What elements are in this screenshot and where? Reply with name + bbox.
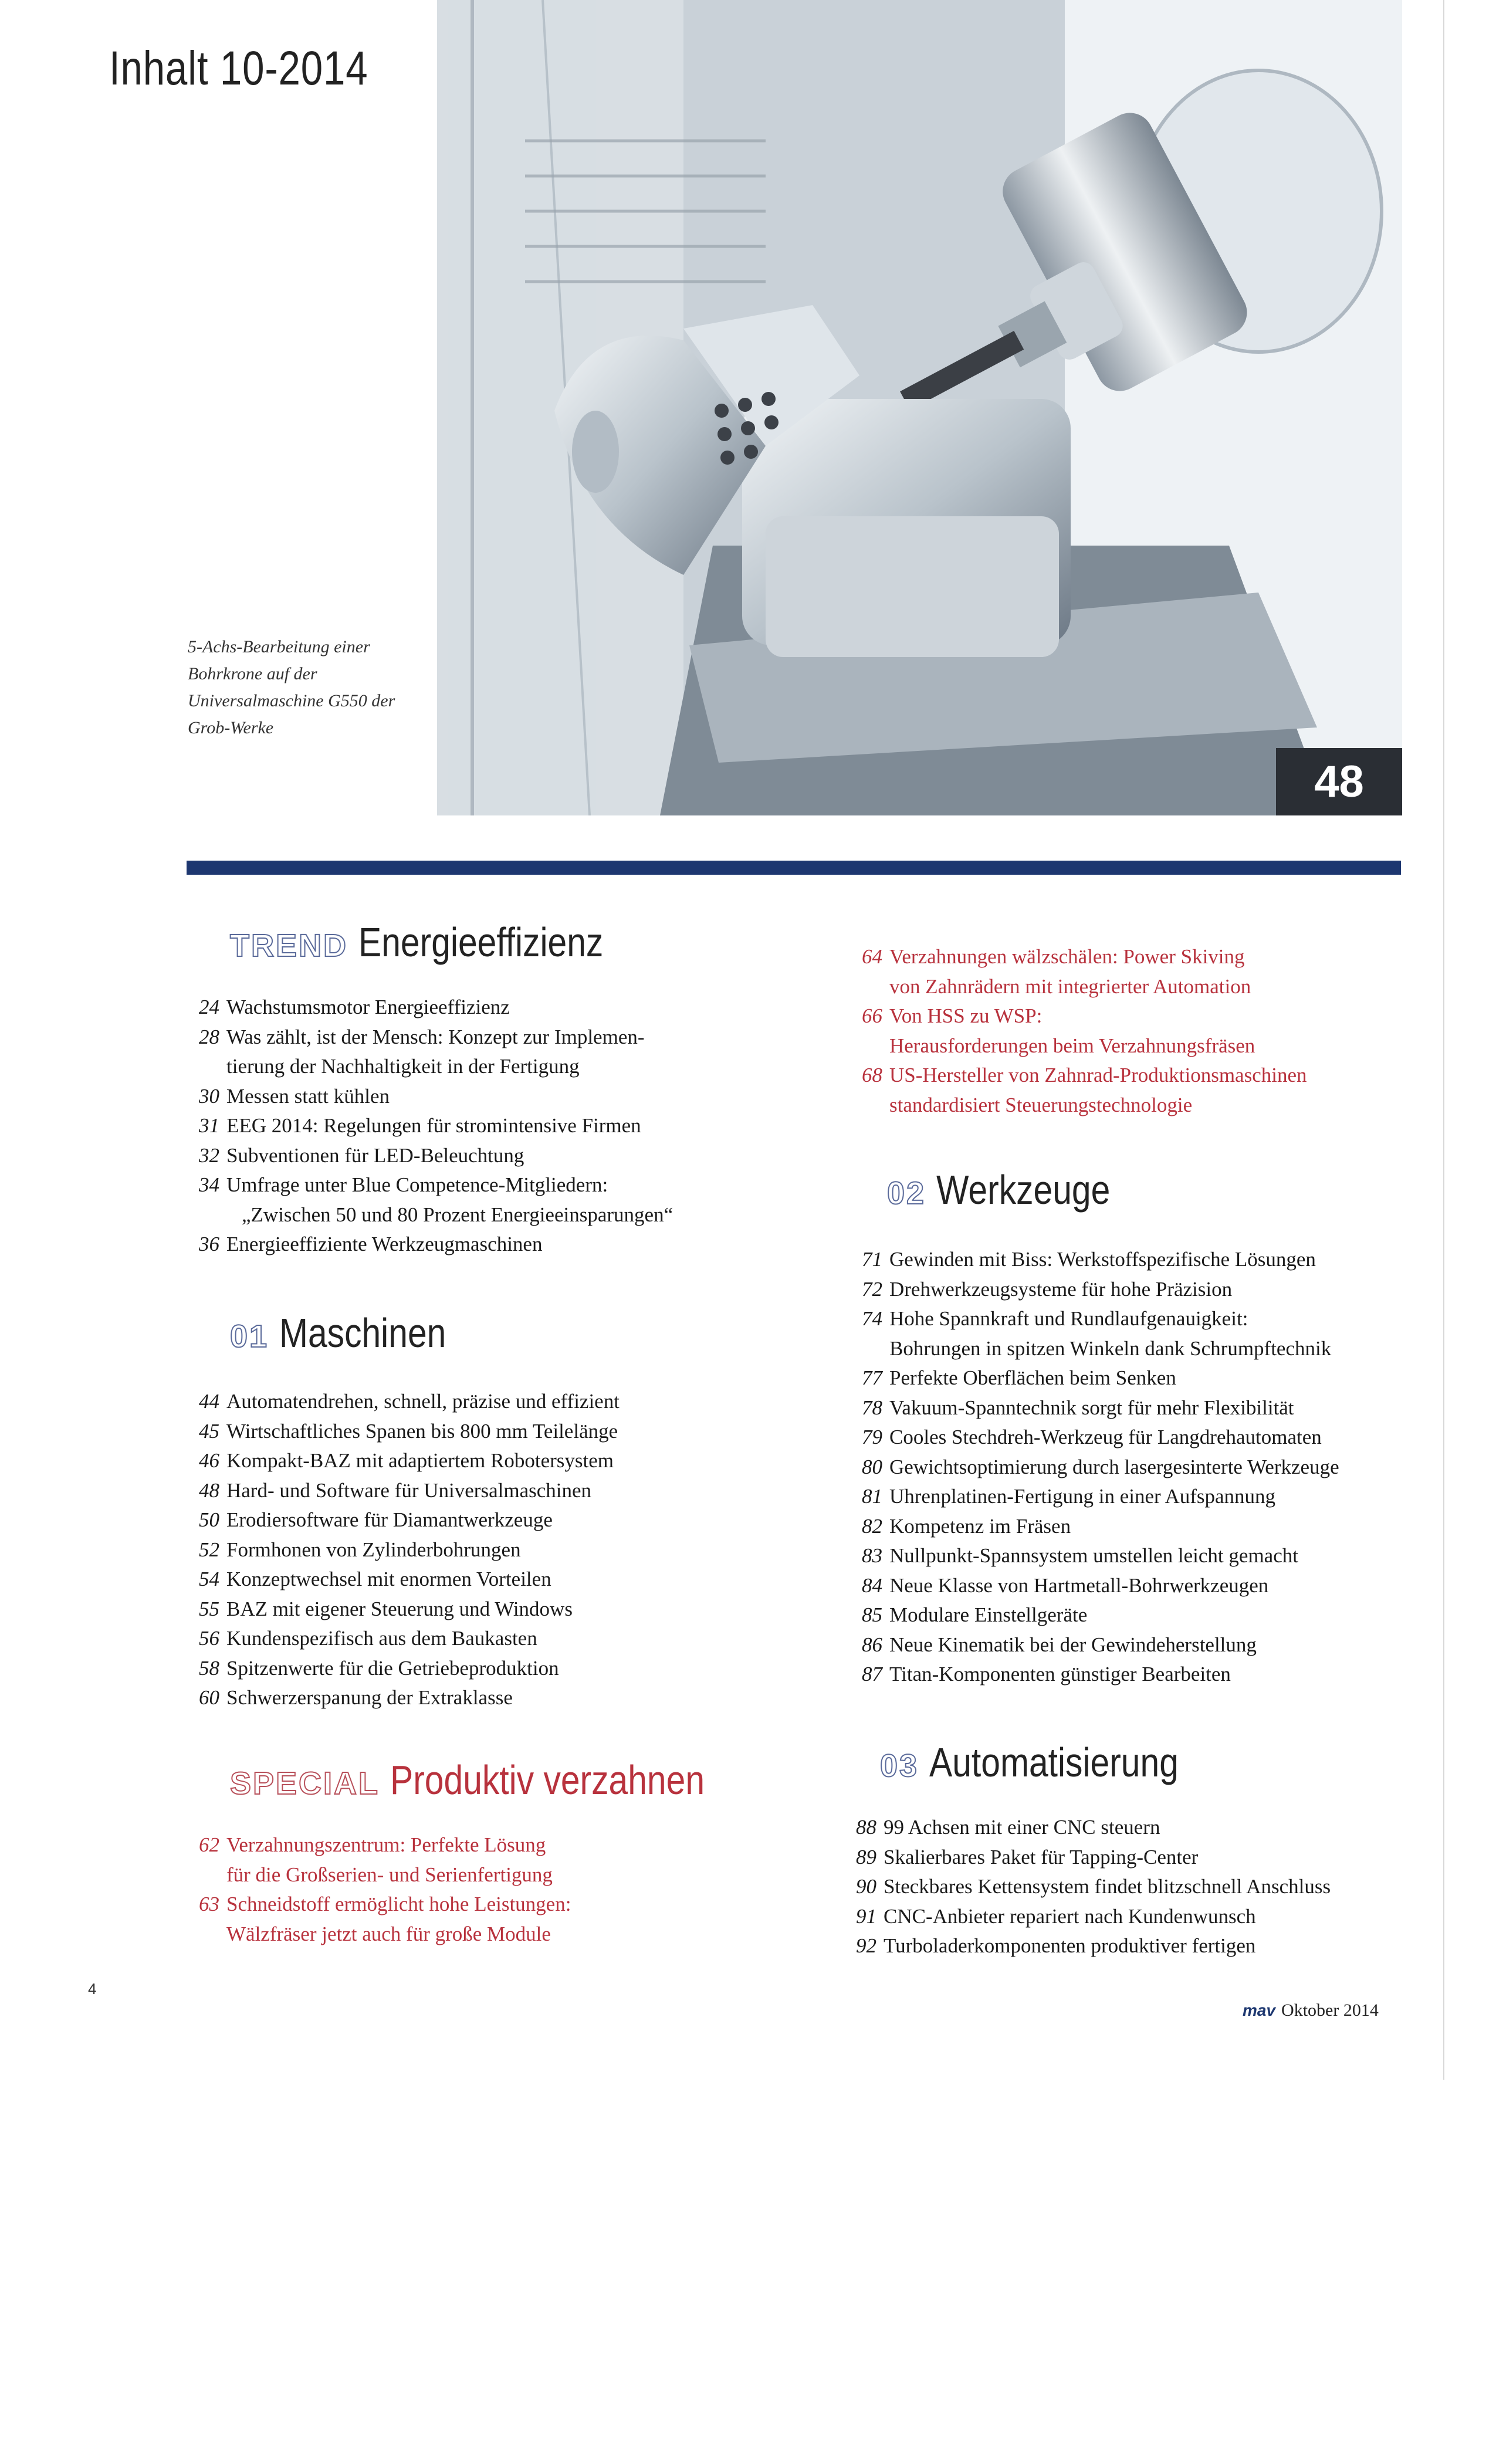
divider-rule (187, 861, 1401, 875)
toc-item[interactable]: 89 Skalierbares Paket für Tapping-Center (856, 1845, 1199, 1869)
toc-item[interactable]: 46 Kompakt-BAZ mit adaptiertem Robotersystem (199, 1449, 614, 1472)
page-reference-badge[interactable]: 48 (1276, 748, 1402, 815)
toc-list-special (185, 1830, 749, 1949)
section-header-maschinen (230, 1309, 478, 1356)
section-number-tag: 03 (880, 1748, 919, 1783)
page-number: 4 (88, 1980, 97, 1998)
toc-item[interactable]: 77 Perfekte Oberflächen beim Senken (862, 1366, 1176, 1389)
section-number-tag: 02 (887, 1176, 926, 1211)
toc-list-werkzeuge (848, 1245, 1435, 1690)
toc-item[interactable]: 56 Kundenspezifisch aus dem Baukasten (199, 1627, 537, 1650)
toc-item[interactable]: 64 Verzahnungen wälzschälen: Power Skiving von Zahnrädern mit integrierter Automation (862, 945, 1251, 998)
section-tag: SPECIAL (230, 1766, 380, 1801)
toc-item[interactable]: 32 Subventionen für LED-Beleuchtung (199, 1143, 524, 1167)
toc-item[interactable]: 72 Drehwerkzeugsysteme für hohe Präzision (862, 1277, 1233, 1301)
toc-item[interactable]: 28 Was zählt, ist der Mensch: Konzept zur Implemen- tierung der Nachhaltigkeit in der Fertigung (199, 1025, 645, 1078)
toc-item[interactable]: 81 Uhrenplatinen-Fertigung in einer Aufspannung (862, 1485, 1276, 1508)
toc-item[interactable]: 62 Verzahnungszentrum: Perfekte Lösung für die Großserien- und Serienfertigung (199, 1833, 553, 1886)
cover-photo (437, 0, 1402, 815)
section-title: Automatisierung (929, 1739, 1179, 1785)
toc-item[interactable]: 78 Vakuum-Spanntechnik sorgt für mehr Flexibilität (862, 1396, 1294, 1419)
toc-item[interactable]: 84 Neue Klasse von Hartmetall-Bohrwerkzeugen (862, 1573, 1269, 1597)
machine-illustration (437, 0, 1402, 815)
footer-issue (1243, 2001, 1379, 2020)
toc-item[interactable]: 31 EEG 2014: Regelungen für stromintensive Firmen (199, 1114, 641, 1137)
section-header-automatisierung (880, 1739, 1226, 1786)
page-title: Inhalt 10-2014 (109, 42, 368, 95)
section-title: Werkzeuge (936, 1167, 1111, 1213)
toc-item[interactable]: 54 Konzeptwechsel mit enormen Vorteilen (199, 1568, 551, 1590)
toc-item[interactable]: 91 CNC-Anbieter repariert nach Kundenwunsch (856, 1904, 1256, 1928)
toc-item[interactable]: 80 Gewichtsoptimierung durch lasergesinterte Werkzeuge (862, 1455, 1339, 1478)
toc-item[interactable]: 34 Umfrage unter Blue Competence-Mitgliedern: „Zwischen 50 und 80 Prozent Energieeinsparungen“ (199, 1173, 673, 1226)
section-tag: TREND (230, 928, 348, 963)
toc-item[interactable]: 58 Spitzenwerte für die Getriebeproduktion (199, 1656, 559, 1680)
toc-item[interactable]: 85 Modulare Einstellgeräte (862, 1603, 1088, 1626)
toc-item[interactable]: 52 Formhonen von Zylinderbohrungen (199, 1538, 521, 1561)
section-title: Energieeffizienz (358, 919, 604, 965)
toc-item[interactable]: 50 Erodiersoftware für Diamantwerkzeuge (199, 1508, 553, 1531)
toc-item[interactable]: 87 Titan-Komponenten günstiger Bearbeiten (862, 1663, 1231, 1685)
issue-date: Oktober 2014 (1281, 2001, 1379, 2020)
toc-item[interactable]: 44 Automatendrehen, schnell, präzise und effizient (199, 1390, 620, 1413)
toc-item[interactable]: 88 99 Achsen mit einer CNC steuern (856, 1816, 1160, 1839)
section-title: Maschinen (279, 1310, 446, 1356)
toc-item[interactable]: 79 Cooles Stechdreh-Werkzeug für Langdrehautomaten (862, 1426, 1322, 1448)
toc-item[interactable]: 60 Schwerzerspanung der Extraklasse (199, 1686, 513, 1709)
toc-item[interactable]: 83 Nullpunkt-Spannsystem umstellen leicht gemacht (862, 1544, 1298, 1567)
toc-item[interactable]: 71 Gewinden mit Biss: Werkstoffspezifische Lösungen (862, 1248, 1316, 1271)
toc-item[interactable]: 92 Turboladerkomponenten produktiver fertigen (856, 1934, 1256, 1957)
toc-item[interactable]: 68 US-Hersteller von Zahnrad-Produktionsmaschinen standardisiert Steuerungstechnologie (862, 1064, 1307, 1116)
photo-caption: 5-Achs-Bearbeitung einer Bohrkrone auf der Universalmaschine G550 der Grob-Werke (188, 637, 395, 737)
brand-logo: mav (1243, 2001, 1276, 2019)
toc-item[interactable]: 66 Von HSS zu WSP: Herausforderungen beim Verzahnungsfräsen (862, 1004, 1255, 1057)
toc-item[interactable]: 30 Messen statt kühlen (199, 1084, 390, 1108)
section-header-trend (230, 919, 650, 966)
toc-list-trend (185, 993, 749, 1260)
toc-item[interactable]: 74 Hohe Spannkraft und Rundlaufgenauigkeit: Bohrungen in spitzen Winkeln dank Schrumpftechnik (862, 1307, 1332, 1360)
section-title: Produktiv verzahnen (390, 1757, 705, 1803)
toc-item[interactable]: 24 Wachstumsmotor Energieeffizienz (199, 996, 510, 1018)
section-header-special (230, 1756, 764, 1803)
toc-item[interactable]: 63 Schneidstoff ermöglicht hohe Leistungen: Wälzfräser jetzt auch für große Module (199, 1893, 571, 1945)
toc-item[interactable]: 55 BAZ mit eigener Steuerung und Windows (199, 1597, 573, 1620)
section-header-werkzeuge (887, 1166, 1143, 1213)
toc-item[interactable]: 45 Wirtschaftliches Spanen bis 800 mm Teilelänge (199, 1419, 618, 1443)
toc-list-special-continued (848, 942, 1423, 1120)
toc-item[interactable]: 82 Kompetenz im Fräsen (862, 1514, 1071, 1538)
toc-item[interactable]: 86 Neue Kinematik bei der Gewindeherstellung (862, 1633, 1257, 1656)
section-number-tag: 01 (230, 1319, 269, 1354)
toc-item[interactable]: 36 Energieeffiziente Werkzeugmaschinen (199, 1233, 543, 1255)
toc-item[interactable]: 48 Hard- und Software für Universalmaschinen (199, 1478, 592, 1502)
toc-item[interactable]: 90 Steckbares Kettensystem findet blitzschnell Anschluss (856, 1875, 1331, 1898)
toc-list-automatisierung (842, 1813, 1435, 1961)
toc-list-maschinen (185, 1387, 749, 1713)
